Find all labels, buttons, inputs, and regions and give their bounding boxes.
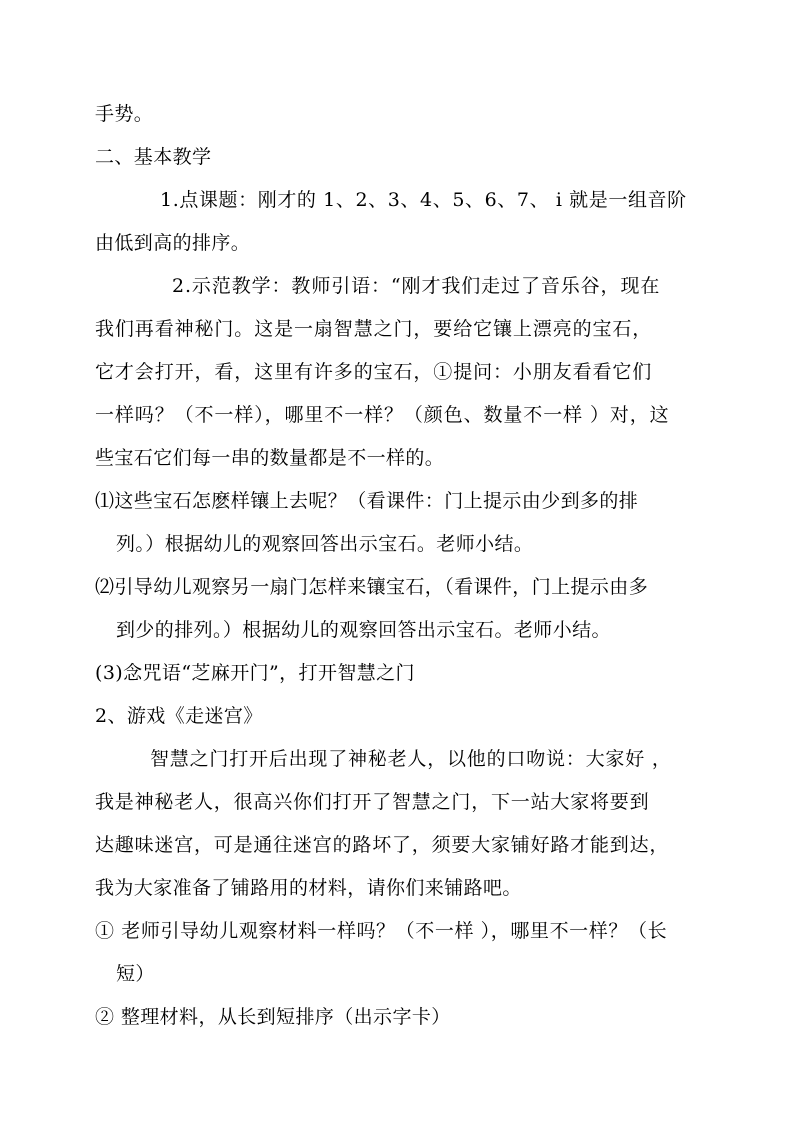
list-item-1-line-2: 列。）根据幼儿的观察回答出示宝石。老师小结。 bbox=[116, 533, 534, 555]
text-line-demo-3: 它才会打开，看，这里有许多的宝石，①提问：小朋友看看它们 bbox=[95, 361, 653, 383]
text-line-demo-1: 2.示范教学：教师引语：“刚才我们走过了音乐谷，现在 bbox=[172, 275, 661, 297]
step-item-1-line-2: 短） bbox=[116, 963, 155, 985]
text-line-demo-4: 一样吗？（不一样），哪里不一样？（颜色、数量不一样 ）对，这 bbox=[95, 404, 670, 426]
text-line-gesture: 手势。 bbox=[95, 103, 154, 125]
step-item-2: ② 整理材料，从长到短排序（出示字卡） bbox=[95, 1006, 451, 1028]
list-item-2-line-2: 到少的排列。）根据幼儿的观察回答出示宝石。老师小结。 bbox=[116, 619, 611, 641]
text-line-maze-4: 我为大家准备了铺路用的材料，请你们来铺路吧。 bbox=[95, 877, 522, 899]
text-line-topic-1: 1.点课题：刚才的 1、2、3、4、5、6、7、 i 就是一组音阶 bbox=[160, 189, 687, 211]
text-line-demo-2: 我们再看神秘门。这是一扇智慧之门，要给它镶上漂亮的宝石， bbox=[95, 318, 653, 340]
list-item-3: (3)念咒语“芝麻开门”，打开智慧之门 bbox=[95, 662, 415, 684]
list-item-1-line-1: ⑴这些宝石怎麽样镶上去呢？（看课件：门上提示由少到多的排 bbox=[95, 490, 639, 512]
list-item-2-line-1: ⑵引导幼儿观察另一扇门怎样来镶宝石，（看课件，门上提示由多 bbox=[95, 576, 649, 598]
text-line-demo-5: 些宝石它们每一串的数量都是不一样的。 bbox=[95, 447, 445, 469]
step-item-1-line-1: ① 老师引导幼儿观察材料一样吗？（不一样 ），哪里不一样？（长 bbox=[95, 920, 668, 942]
text-line-maze-1: 智慧之门打开后出现了神秘老人，以他的口吻说：大家好 ， bbox=[150, 748, 672, 770]
text-line-maze-3: 达趣味迷宫，可是通往迷宫的路坏了，须要大家铺好路才能到达， bbox=[95, 834, 670, 856]
text-line-maze-2: 我是神秘老人，很高兴你们打开了智慧之门，下一站大家将要到 bbox=[95, 791, 650, 813]
section-heading-basic-teaching: 二、基本教学 bbox=[95, 146, 212, 168]
section-heading-maze-game: 2、游戏《走迷宫》 bbox=[95, 705, 263, 727]
text-line-topic-2: 由低到高的排序。 bbox=[95, 232, 251, 254]
